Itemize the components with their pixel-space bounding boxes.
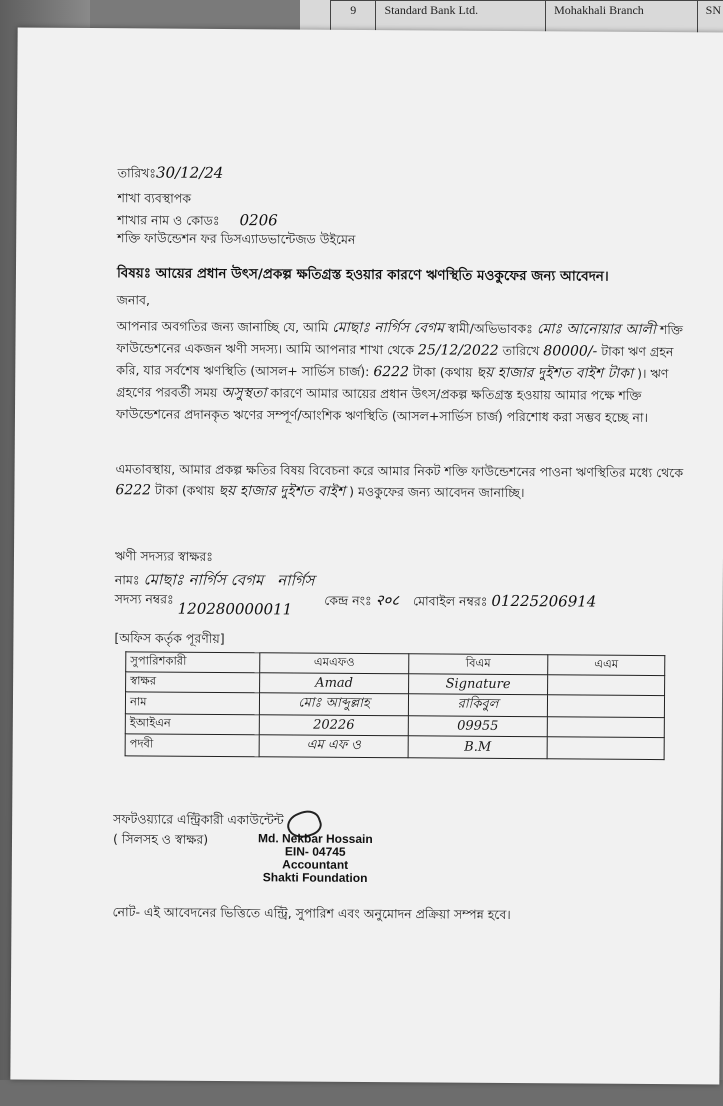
loan-amount-handwritten: 80000/- <box>543 343 598 360</box>
body-paragraph-1 <box>116 315 699 428</box>
table-cell: ইআইএন <box>125 714 259 735</box>
member-no-handwritten: 120280000011 <box>177 599 293 619</box>
borrower-number-line <box>114 588 597 619</box>
mobile-handwritten: 01225206914 <box>491 591 597 611</box>
office-use-title: [অফিস কর্তৃক পূরণীয়] <box>114 630 225 646</box>
date-line <box>118 163 224 186</box>
center-label: কেন্দ্র নংঃ <box>324 592 372 609</box>
table-header-cell: সুপারিশকারী <box>126 652 260 673</box>
table-cell: 20226 <box>259 715 408 736</box>
borrower-signature-label: ঋণী সদস্যর স্বাক্ষরঃ <box>114 548 213 564</box>
guardian-handwritten: মোঃ আনোয়ার আলী <box>536 321 656 339</box>
accountant-title: Accountant <box>282 857 349 872</box>
table-cell: B.M <box>408 736 547 759</box>
table-cell <box>547 695 664 718</box>
borrower-name-handwritten: মোছাঃ নার্গিস বেগম <box>143 570 264 590</box>
table-cell: রাকিবুল <box>408 694 547 717</box>
waive-amount-handwritten: 6222 <box>115 482 152 499</box>
body-text: ) মওকুফের জন্য আবেদন জানাচ্ছি। <box>349 483 525 501</box>
table-cell: 09955 <box>408 716 547 737</box>
body-text: )। ঋণ গ্রহণের পরবর্তী সময় <box>116 365 669 400</box>
accountant-ein: EIN- 04745 <box>284 844 346 859</box>
desk-background-bottom <box>0 1080 723 1106</box>
org-line: শক্তি ফাউন্ডেশন ফর ডিসএ্যাডভান্টেজড উইমেন <box>117 230 356 247</box>
table-cell: Mohakhali Branch <box>546 1 698 34</box>
waive-words-handwritten: ছয় হাজার দুইশত বাইশ <box>218 482 346 500</box>
table-row <box>331 1 723 34</box>
table-cell: এম এফ ও <box>259 735 408 758</box>
application-form <box>10 28 723 1085</box>
date-label: তারিখঃ <box>117 165 157 181</box>
table-header-cell: এমএফও <box>260 653 409 674</box>
table-cell: Amad <box>260 673 409 694</box>
member-name-handwritten: মোছাঃ নার্গিস বেগম <box>332 319 444 337</box>
body-text: তারিখে <box>502 342 540 359</box>
table-row <box>125 734 664 760</box>
cause-handwritten: অসুস্থতা <box>221 384 267 402</box>
table-cell: Standard Bank Ltd. <box>376 1 546 34</box>
body-text: টাকা (কথায় <box>155 482 215 498</box>
mobile-label: মোবাইল নম্বরঃ <box>412 593 488 609</box>
table-cell: SN <box>697 1 723 34</box>
body-text: স্বামী/অভিভাবকঃ <box>447 320 533 337</box>
table-cell: 9 <box>331 1 376 34</box>
body-text: কারণে আমার আয়ের প্রধান উৎস/প্রকল্প ক্ষতিগ্রস্ত হওয়ায় আমার পক্ষে শক্তি ফাউন্ডেশনের প্রদানকৃত ঋণের সম্পূর্ণ/আংশিক ঋণস্থিতি (আসল+সার্ভিস চার্জ) পরিশোধ করা সম্ভব হচ্ছে না। <box>115 385 649 425</box>
office-use-table <box>125 651 666 760</box>
accountant-label: সফটওয়্যারে এন্ট্রিকারী একাউন্টেন্ট <box>113 811 284 828</box>
accountant-seal <box>258 832 373 885</box>
borrower-name-label: নামঃ <box>114 572 140 588</box>
body-text: টাকা (কথায় <box>412 364 473 380</box>
body-paragraph-2 <box>115 458 697 505</box>
table-cell: মোঃ আব্দুল্লাহ <box>259 693 408 716</box>
table-cell: Signature <box>409 674 548 695</box>
salutation: জনাব, <box>116 292 151 308</box>
table-cell <box>547 717 664 738</box>
body-text: আপনার অবগতির জন্য জানাচ্ছি যে, আমি <box>116 318 329 335</box>
table-cell: পদবী <box>125 734 259 757</box>
balance-handwritten: 6222 <box>373 364 410 381</box>
table-header-cell: এএম <box>548 655 665 676</box>
table-cell: স্বাক্ষর <box>126 672 260 693</box>
accountant-name: Md. Nekbar Hossain <box>257 831 373 847</box>
member-no-label: সদস্য নম্বরঃ <box>114 591 174 607</box>
table-cell: নাম <box>125 692 259 715</box>
body-text: এমতাবস্থায়, আমার প্রকল্প ক্ষতির বিষয় বিবেচনা করে আমার নিকট শক্তি ফাউন্ডেশনের পাওনা ঋণস্থিতির মধ্যে থেকে <box>115 461 684 481</box>
underlying-table <box>330 0 723 34</box>
note: নোট- এই আবেদনের ভিত্তিতে এন্ট্রি, সুপারিশ এবং অনুমোদন প্রক্রিয়া সম্পন্ন হবে। <box>112 904 511 923</box>
table-header-cell: বিএম <box>409 654 548 675</box>
manager-line: শাখা ব্যবস্থাপক <box>117 190 192 206</box>
borrower-signature: নার্গিস <box>277 571 315 590</box>
loan-date-handwritten: 25/12/2022 <box>417 342 499 359</box>
branch-label: শাখার নাম ও কোডঃ <box>117 212 220 228</box>
body-text: শক্তি ফাউন্ডেশনের একজন ঋণী সদস্য। আমি আপনার শাখা থেকে <box>116 322 684 358</box>
branch-code: 0206 <box>239 211 278 230</box>
body-text: টাকা ঋণ গ্রহন করি, যার সর্বশেষ ঋণস্থিতি (আসল+ সার্ভিস চার্জ): <box>116 343 674 380</box>
accountant-sublabel: ( সিলসহ ও স্বাক্ষর) <box>112 831 209 847</box>
accountant-org: Shakti Foundation <box>262 870 368 886</box>
subject-line: বিষয়ঃ আয়ের প্রধান উৎস/প্রকল্প ক্ষতিগ্রস্ত হওয়ার কারণে ঋণস্থিতি মওকুফের জন্য আবেদন। <box>116 265 609 285</box>
table-cell <box>548 675 665 696</box>
center-handwritten: २०८ <box>375 591 400 610</box>
table-cell <box>547 737 664 760</box>
balance-words-handwritten: ছয় হাজার দুইশত বাইশ টাকা <box>476 364 634 382</box>
date-value: 30/12/24 <box>155 163 224 182</box>
